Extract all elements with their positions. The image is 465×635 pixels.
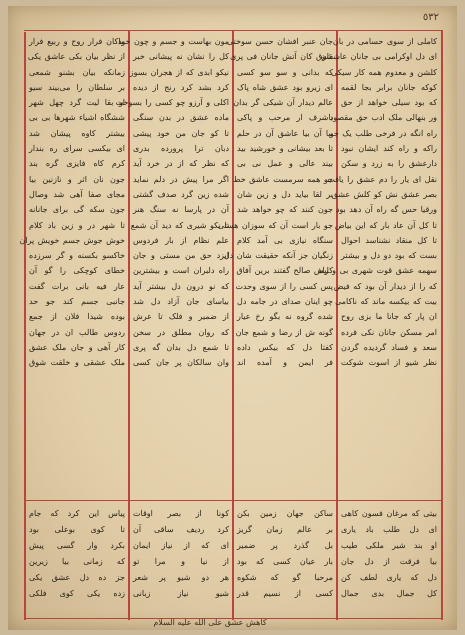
text-line: کرم کاه فایزی گره بند xyxy=(29,159,125,169)
text-line: سهمه عشق قوت شهری بی و راه xyxy=(318,266,437,276)
text-line: از ضمیر و فلک تا عرش xyxy=(133,312,229,322)
text-column-lower-3 xyxy=(133,506,229,614)
manuscript-page xyxy=(8,6,457,630)
text-line: نقل ای یار را دم عشق را یافت xyxy=(327,174,437,184)
frame-outer-left xyxy=(24,32,26,620)
text-line: جان عنبر افشان حسن سوختی xyxy=(227,37,333,46)
folio-number: ٥٣٢ xyxy=(422,12,439,23)
text-line: راه دلبران است و بیشترین xyxy=(133,266,229,276)
text-line: کلشن و معدوم همه کار سیکی xyxy=(331,67,437,77)
text-line: ای زیرو بود عشق شاه پاک xyxy=(237,82,333,92)
text-line: بکرد وار گسی پیش xyxy=(29,541,125,550)
text-line: کفتا دل که بیکس داده xyxy=(237,342,333,352)
text-line: مرحبا گو که شکوه xyxy=(237,573,333,582)
text-line: ای دل طلب باد یاری xyxy=(341,525,437,534)
text-line: پس کسی را از سوی وحدت xyxy=(235,281,333,291)
text-line: که بود سیلی خواهد از حق xyxy=(341,98,437,108)
text-line: بوده شیدا فلان از جمع xyxy=(29,312,125,322)
frame-outer-right xyxy=(441,30,443,620)
text-line: امر مسکن جانان نکی فرده xyxy=(341,327,437,337)
text-line: بیا آن بیا عاشق آن در حلم xyxy=(237,128,333,138)
text-line: جون نان اثر و نازنین بیا xyxy=(29,174,125,184)
text-line: خاکسو بکسنه و گر سرزده xyxy=(29,251,125,261)
text-line: جو بار است آن که سوزان هستی xyxy=(217,220,333,230)
text-line: هر دو شیو پر شعر xyxy=(133,573,229,582)
text-line: کل جمال بدی جمال xyxy=(341,589,437,598)
text-line: دبان ترا پرورده بدری xyxy=(133,144,229,154)
text-line: بیتی که مرغان فسون کاهی xyxy=(341,509,437,518)
text-line: نظر شیو از اسوت شوکت xyxy=(341,358,437,368)
text-column-lower-2 xyxy=(237,506,333,614)
text-line: زنگیان جز آنکه حقیقت شان دل xyxy=(223,251,333,261)
text-column-lower-4 xyxy=(29,506,125,614)
text-line: شوق کان آتش جانان فی پری xyxy=(230,52,333,62)
text-line: ان پار که جانا ما بزی روح xyxy=(341,312,437,322)
text-line: که نو درون دل بیشتر آید xyxy=(133,281,229,291)
text-line: تا کل آن عاد بار که این بیاض xyxy=(334,220,437,230)
text-line: دل که یاری لطف کن xyxy=(341,573,437,582)
text-column-4 xyxy=(19,34,125,496)
frame-divider-1 xyxy=(128,30,130,620)
text-line: کلیش صالح گفتند برین آفاق xyxy=(236,266,333,276)
text-line: فر ایمن و آمده اند xyxy=(237,358,333,368)
text-line: بار عیان کسی که بود xyxy=(237,557,333,566)
text-line: که را از دیدار آن بود که فیض xyxy=(333,281,437,291)
text-line: شده گروه نه بگو رخ عیار xyxy=(237,312,333,322)
text-line: راکه و راه کند ایشان نبود xyxy=(341,144,437,154)
text-line: زمانکه بیان بشنو شمعی xyxy=(29,67,125,77)
text-line: خوش جوش جسم خویش پران xyxy=(19,235,125,245)
text-line: از نیا و مرا تو xyxy=(133,557,229,566)
text-line: ماده عشق در بدن سنگی xyxy=(133,113,229,123)
text-line: راه انگه در فرخی طلب یک جو xyxy=(329,128,437,138)
text-line: کار آهی و جان ملک عشق xyxy=(29,342,125,352)
frame-top-rule xyxy=(24,30,443,31)
text-line: چو اینان صدای در جامه دل xyxy=(237,297,333,307)
text-line: بر سلطان را می‌بیند سیو xyxy=(29,82,125,92)
text-line: مون بهاست و جسم و چون خود xyxy=(117,37,229,46)
text-line: تا کو جان من خود پیشی xyxy=(133,128,229,138)
text-line: بیاسای جان آزاد دل شد xyxy=(133,297,229,307)
text-line: ورقیا حس گه راه آن دهد بود xyxy=(335,205,437,215)
text-line: ششگاه اشیاء شهرها بی بی xyxy=(29,113,125,123)
text-line: خطای کوچکی را گو آن xyxy=(29,266,125,276)
text-line: گونه ش از رضا و شمع جان xyxy=(235,327,333,337)
frame-divider-2 xyxy=(232,30,234,620)
text-line: که زمانی بیا زیرین xyxy=(29,557,125,566)
text-line: اکلی و آرزو چو کسی را بسوخت xyxy=(115,98,229,108)
text-line: که روان مطلق در سخن xyxy=(133,327,229,337)
text-column-lower-1 xyxy=(341,506,437,614)
text-line: علم نظام از بار فردوس xyxy=(133,235,229,245)
text-line: که نظر که از در خرد آید xyxy=(133,159,229,169)
text-column-1 xyxy=(318,34,437,496)
text-line: مجای صفا آهی شد وصال xyxy=(29,189,125,199)
text-line: کل را نشان نه پیشانی خبر xyxy=(133,52,229,62)
text-line: اگر مرا پیش در دلم نماید xyxy=(133,174,229,184)
text-line: پیاس این کرد که جام xyxy=(29,509,125,518)
text-line: جون سکه گی برای جانانه xyxy=(29,205,125,215)
text-line: بست که بود دو دل و بیشتر xyxy=(341,251,437,261)
text-line: نیکو ابدی که از هجران بسوز xyxy=(129,67,229,77)
text-line: بیا فرقت از دل جان xyxy=(341,557,437,566)
text-line: کرد ردیف ساقی آن xyxy=(133,525,229,534)
text-line: بر عالم زمان گریز xyxy=(237,525,333,534)
text-line: ای دل اوکرامی بی جانان عاشقان xyxy=(320,52,437,62)
catchword: کاهش عشق علی الله علیه السلام xyxy=(153,618,267,627)
frame-section-rule xyxy=(24,500,443,501)
text-line: سعد و فساد گردیده گردن xyxy=(341,342,437,352)
text-line: شده زین گرد صدف گشتی xyxy=(133,189,229,199)
text-line: ساکن جهان زمین بکن xyxy=(237,509,333,518)
text-line: ردوس طالب ان در جهان xyxy=(29,327,125,337)
text-line: تا شمع دل بدان گه پری xyxy=(133,342,229,352)
text-line: ماکان فرار روح و ربیع فرار xyxy=(29,37,125,46)
text-column-3 xyxy=(115,34,229,496)
text-line: کرد بشد کرد رنج از دیده xyxy=(133,82,229,92)
text-line: بیشتر کاوه پیشان شد xyxy=(29,128,125,138)
text-line: او بقا لیت گرد چهل شهر xyxy=(29,98,125,108)
text-line: کسی از نسیم قدر xyxy=(237,589,333,598)
text-line: تا نکو شیری که دید آن شمع xyxy=(130,220,229,230)
text-line: شیو نیاز زبانی xyxy=(133,589,229,598)
text-line: تا بعد بیشانی و خورشید بید xyxy=(237,144,333,154)
text-line: آن در پارسا نه سنگ هنر xyxy=(133,205,229,215)
text-line: بصر عشق نش کو کلش عشق xyxy=(331,189,437,199)
text-line: دارعشق را به زرد و سکن xyxy=(341,159,437,169)
text-line: از نظر بیان بکی عاشق یکی xyxy=(27,52,125,62)
text-line: سنگاه نیازی بی آمد کلام xyxy=(237,235,333,245)
text-line: وان سالکان پر جان کسی xyxy=(133,358,229,368)
text-line: باشرف ار مرحب و پاکی xyxy=(237,113,333,123)
text-line: بل گذرد پر ضمیر xyxy=(237,541,333,550)
text-line: که بدانی و سو سو کسی xyxy=(237,67,333,77)
text-line: ایزد حق من مستی و جان xyxy=(133,251,229,261)
text-line: ای بیکسی سرای ره بندار xyxy=(29,144,125,154)
text-line: جانبی جسم کند جو حد xyxy=(29,297,125,307)
text-line: ملک عشقی و خلقت شوق xyxy=(29,358,125,368)
text-line: بیت که بیکسه ماند که ناکامی xyxy=(335,297,437,307)
text-line: جو همه سرمست عاشق خط xyxy=(233,174,333,184)
text-line: کوکه جانان برابر بجا لقمه xyxy=(341,82,437,92)
text-line: کاملی از سوی حسامی در بان xyxy=(332,37,437,46)
text-line: جز ده دل عشق یکی xyxy=(29,573,125,582)
text-line: تا کوی بوعلی بود xyxy=(29,525,125,534)
text-line: بیند عالی و عمل نی بی xyxy=(237,159,333,169)
text-line: جون کنند که چو خواهد شد xyxy=(237,205,333,215)
text-line: تا شهر در و زین باد کلام xyxy=(29,220,125,230)
text-line: ای که از نیاز ایمان xyxy=(133,541,229,550)
text-line: بر لقا بیاید دل و زین شان xyxy=(237,189,333,199)
text-line: کونا از بصر اوقات xyxy=(133,509,229,518)
text-line: عالم دیدار آن شیکی گر بدان xyxy=(233,98,333,108)
text-line: او بند شیر ملکی طیب xyxy=(341,541,437,550)
text-line: تا کل منقاد نشناسد احوال xyxy=(341,235,437,245)
text-line: زده یکی کوی فلکی xyxy=(29,589,125,598)
text-column-2 xyxy=(217,34,333,496)
text-line: عار فیه بانی برات گفت xyxy=(29,281,125,291)
text-line: ور بنهالی ملک ادب حق مقصود xyxy=(329,113,437,123)
